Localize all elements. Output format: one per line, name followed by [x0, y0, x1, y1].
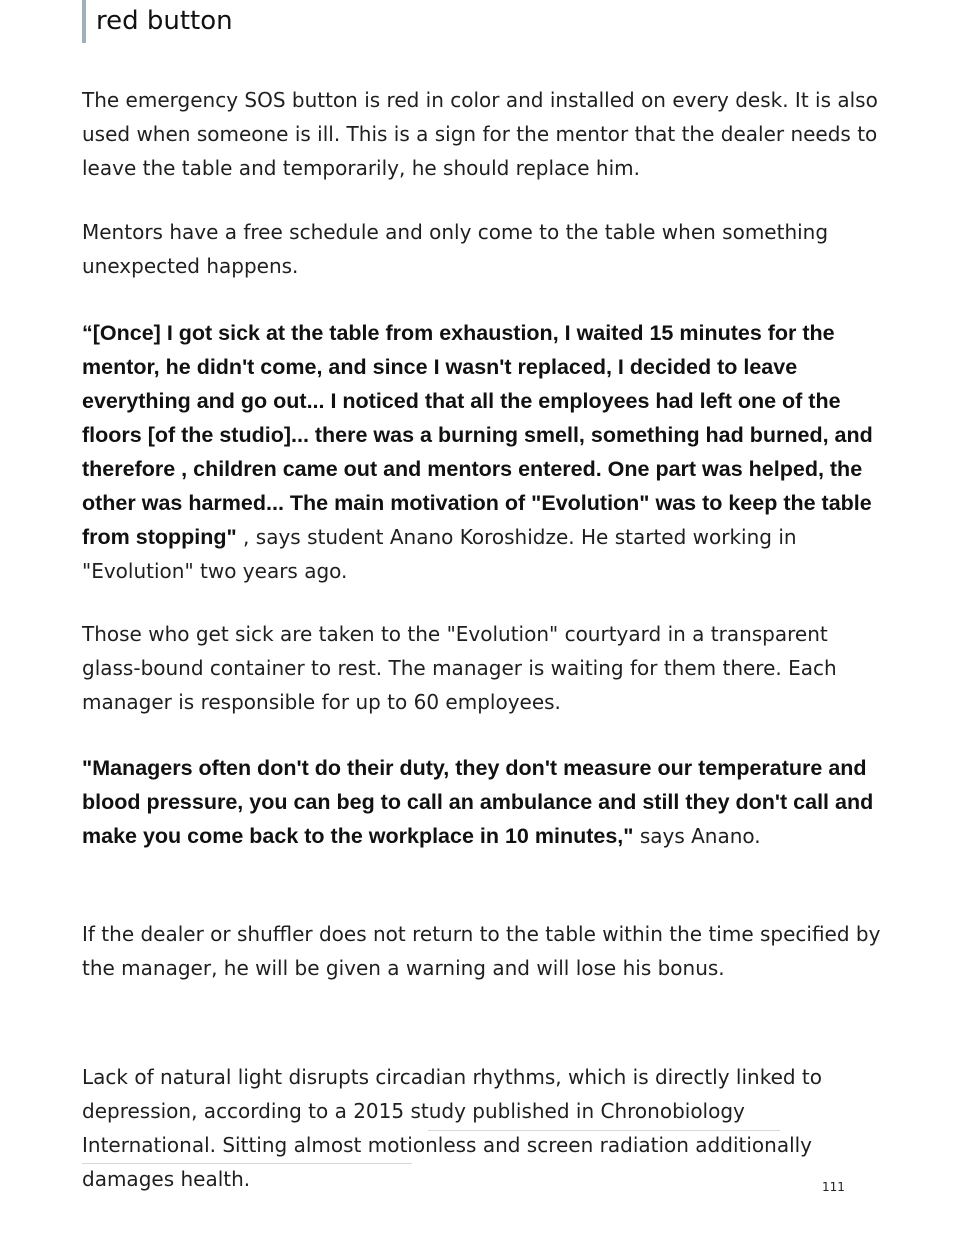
- section-heading: [82, 0, 233, 43]
- paragraph-mentors: Mentors have a free schedule and only come to the table when something unexpected happens.: [82, 220, 829, 278]
- paragraph-sos-button: The emergency SOS button is red in color and installed on every desk. It is also used when someone is ill. This is a sign for the mentor that the dealer needs to leave the table and temporarily, he should replace him.: [82, 88, 878, 180]
- page-number: 111: [822, 1180, 845, 1194]
- paragraph-natural-light: Lack of natural light disrupts circadian rhythms, which is directly linked to depression, according to a 2015 study published in Chronobiology International. Sitting almost motionless and screen radiation additionally damages health.: [82, 1065, 822, 1191]
- quote-text: “[Once] I got sick at the table from exhaustion, I waited 15 minutes for the mentor, he didn't come, and since I wasn't replaced, I decided to leave everything and go out... I noticed that all the employees had left one of the floors [of the studio]... there was a burning smell, something had burned, and therefore , children came out and mentors entered. One part was helped, the other was harmed... The main motivation of "Evolution" was to keep the table from stopping": [82, 321, 873, 549]
- quote-attribution: , says student Anano Koroshidze. He started working in "Evolution" two years ago.: [82, 525, 797, 583]
- paragraph-quote-anano: [82, 316, 882, 588]
- paragraph-courtyard: Those who get sick are taken to the "Evolution" courtyard in a transparent glass-bound container to rest. The manager is waiting for them there. Each manager is responsible for up to 60 employees.: [82, 622, 837, 714]
- section-heading-text: red button: [96, 6, 233, 36]
- quote-attribution: says Anano.: [633, 824, 761, 848]
- paragraph-quote-managers: [82, 751, 882, 853]
- text-underline-divider: [82, 1163, 412, 1164]
- paragraph-warning: If the dealer or shuffler does not return to the table within the time specified by the manager, he will be given a warning and will lose his bonus.: [82, 922, 881, 980]
- text-underline-divider: [428, 1130, 780, 1131]
- quote-text: "Managers often don't do their duty, they don't measure our temperature and blood pressure, you can beg to call an ambulance and still they don't call and make you come back to the workplace in 10 minutes,": [82, 756, 874, 848]
